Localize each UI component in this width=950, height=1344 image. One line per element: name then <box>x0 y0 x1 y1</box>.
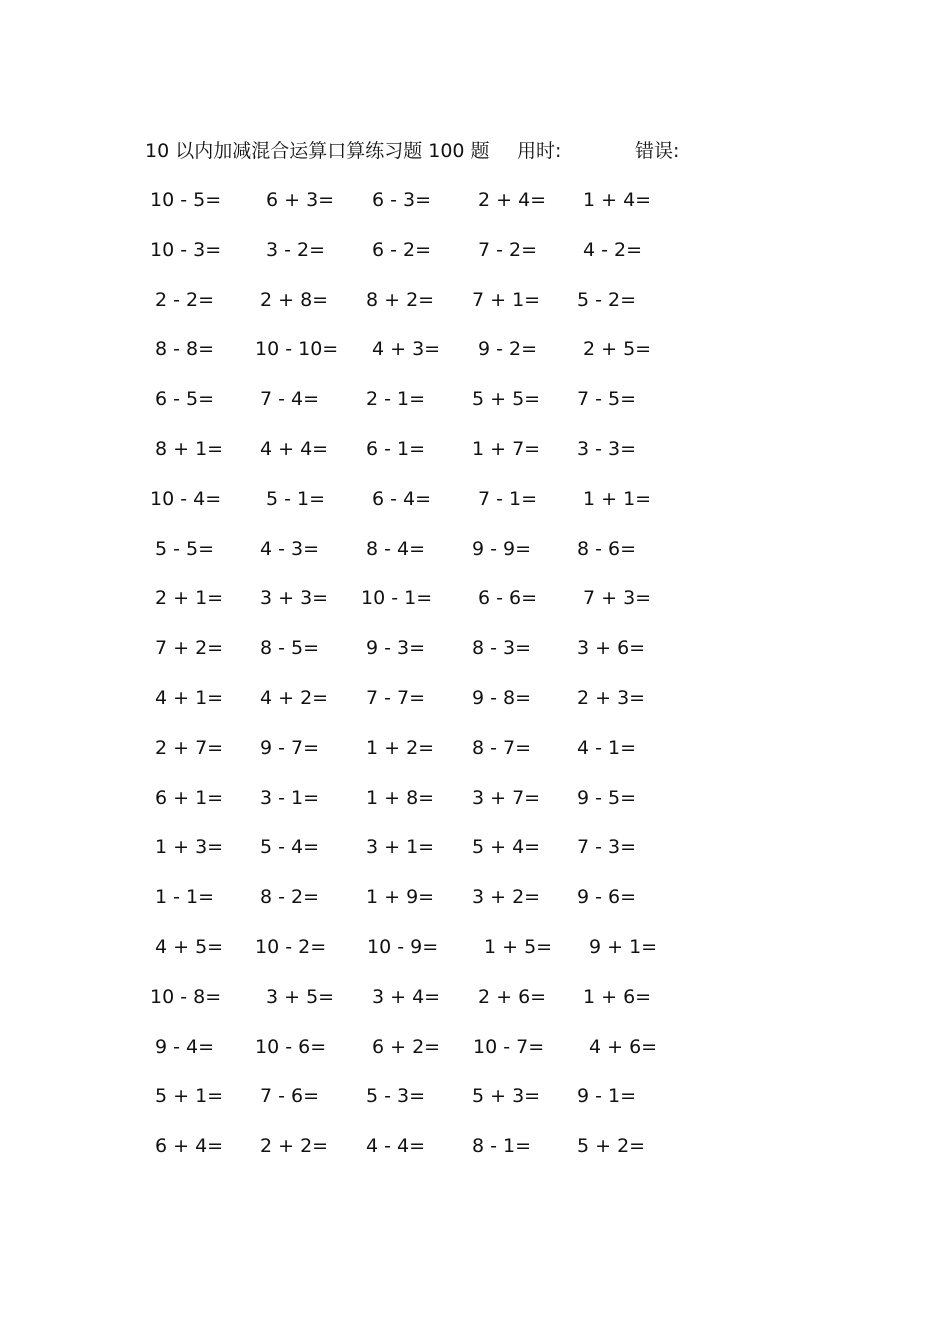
problem-row <box>0 384 950 434</box>
problem-item: 6 - 3= <box>372 189 432 211</box>
problem-item: 6 + 4= <box>155 1135 224 1158</box>
problem-item: 5 - 4= <box>260 836 320 859</box>
problem-item: 7 + 1= <box>472 288 541 311</box>
problem-row <box>0 882 950 932</box>
problem-item: 4 - 2= <box>583 238 643 261</box>
problem-item: 5 + 1= <box>155 1085 224 1108</box>
problem-item: 6 + 2= <box>372 1035 441 1058</box>
problem-item: 10 - 9= <box>367 935 439 958</box>
problem-item: 2 + 2= <box>260 1135 329 1158</box>
problem-item: 2 + 6= <box>478 985 547 1008</box>
problem-item: 7 - 7= <box>366 686 426 709</box>
problem-item: 9 - 9= <box>472 537 532 560</box>
problem-item: 10 - 6= <box>255 1035 327 1058</box>
problem-item: 8 - 7= <box>472 736 532 759</box>
problem-item: 5 + 3= <box>472 1085 541 1108</box>
problem-item: 1 - 1= <box>155 886 215 909</box>
problem-item: 9 - 2= <box>478 338 538 361</box>
problem-item: 6 - 1= <box>366 437 426 460</box>
problem-item: 3 - 3= <box>577 437 637 460</box>
problem-row <box>0 1131 950 1181</box>
problem-item: 2 + 8= <box>260 288 329 311</box>
problem-item: 10 - 8= <box>150 985 222 1008</box>
problem-item: 4 - 3= <box>260 537 320 560</box>
problem-item: 6 - 6= <box>478 587 538 610</box>
problem-item: 6 + 1= <box>155 786 224 809</box>
problem-item: 3 + 2= <box>472 886 541 909</box>
problem-item: 4 + 4= <box>260 437 329 460</box>
problem-row <box>0 185 950 235</box>
problem-item: 9 - 6= <box>577 886 637 909</box>
problem-item: 10 - 4= <box>150 487 222 510</box>
problem-item: 8 - 1= <box>472 1135 532 1158</box>
problem-item: 8 - 4= <box>366 537 426 560</box>
problem-row <box>0 235 950 285</box>
problem-item: 5 + 4= <box>472 836 541 859</box>
problem-item: 6 - 2= <box>372 238 432 261</box>
problem-row <box>0 683 950 733</box>
problem-item: 4 + 5= <box>155 935 224 958</box>
problem-item: 3 - 1= <box>260 786 320 809</box>
problem-item: 4 - 1= <box>577 736 637 759</box>
problem-item: 7 - 2= <box>478 238 538 261</box>
problem-item: 7 - 6= <box>260 1085 320 1108</box>
problem-row <box>0 1081 950 1131</box>
problem-row <box>0 583 950 633</box>
problem-item: 8 - 2= <box>260 886 320 909</box>
problem-item: 3 + 3= <box>260 587 329 610</box>
problem-item: 1 + 4= <box>583 189 652 211</box>
problem-item: 8 - 3= <box>472 637 532 660</box>
problem-item: 10 - 2= <box>255 935 327 958</box>
problem-item: 3 + 1= <box>366 836 435 859</box>
problem-item: 9 - 4= <box>155 1035 215 1058</box>
problem-item: 9 - 5= <box>577 786 637 809</box>
problem-item: 8 + 1= <box>155 437 224 460</box>
problem-item: 3 + 6= <box>577 637 646 660</box>
problem-item: 2 - 1= <box>366 388 426 411</box>
problem-item: 2 + 3= <box>577 686 646 709</box>
error-count-label: 错误: <box>635 140 680 162</box>
problem-row <box>0 285 950 335</box>
problem-item: 9 + 1= <box>589 935 658 958</box>
problem-grid <box>0 185 950 1181</box>
problem-item: 10 - 1= <box>361 587 433 610</box>
problem-item: 1 + 6= <box>583 985 652 1008</box>
problem-item: 7 - 5= <box>577 388 637 411</box>
problem-item: 9 - 3= <box>366 637 426 660</box>
problem-item: 2 - 2= <box>155 288 215 311</box>
problem-item: 10 - 5= <box>150 189 222 211</box>
problem-row <box>0 932 950 982</box>
problem-item: 7 - 4= <box>260 388 320 411</box>
problem-item: 9 - 7= <box>260 736 320 759</box>
problem-row <box>0 334 950 384</box>
problem-item: 5 - 1= <box>266 487 326 510</box>
problem-row <box>0 534 950 584</box>
problem-item: 3 + 7= <box>472 786 541 809</box>
problem-item: 2 + 4= <box>478 189 547 211</box>
problem-row <box>0 484 950 534</box>
problem-item: 1 + 7= <box>472 437 541 460</box>
problem-item: 2 + 1= <box>155 587 224 610</box>
problem-item: 1 + 9= <box>366 886 435 909</box>
problem-row <box>0 982 950 1032</box>
problem-item: 1 + 2= <box>366 736 435 759</box>
problem-item: 7 - 3= <box>577 836 637 859</box>
problem-item: 5 - 5= <box>155 537 215 560</box>
problem-item: 3 + 5= <box>266 985 335 1008</box>
problem-item: 3 - 2= <box>266 238 326 261</box>
problem-item: 9 - 1= <box>577 1085 637 1108</box>
problem-item: 5 - 3= <box>366 1085 426 1108</box>
problem-item: 4 + 2= <box>260 686 329 709</box>
problem-item: 8 + 2= <box>366 288 435 311</box>
problem-item: 2 + 7= <box>155 736 224 759</box>
problem-row <box>0 1032 950 1082</box>
problem-item: 1 + 5= <box>484 935 553 958</box>
problem-item: 4 + 6= <box>589 1035 658 1058</box>
problem-item: 1 + 8= <box>366 786 435 809</box>
problem-item: 6 + 3= <box>266 189 335 211</box>
problem-item: 7 + 2= <box>155 637 224 660</box>
problem-item: 4 + 3= <box>372 338 441 361</box>
problem-item: 8 - 5= <box>260 637 320 660</box>
time-used-label: 用时: <box>517 140 562 162</box>
problem-item: 10 - 7= <box>473 1035 545 1058</box>
problem-item: 1 + 3= <box>155 836 224 859</box>
problem-item: 5 + 5= <box>472 388 541 411</box>
problem-item: 9 - 8= <box>472 686 532 709</box>
problem-item: 5 - 2= <box>577 288 637 311</box>
problem-item: 7 - 1= <box>478 487 538 510</box>
problem-item: 5 + 2= <box>577 1135 646 1158</box>
problem-item: 1 + 1= <box>583 487 652 510</box>
problem-item: 4 - 4= <box>366 1135 426 1158</box>
problem-row <box>0 633 950 683</box>
problem-item: 6 - 4= <box>372 487 432 510</box>
problem-item: 3 + 4= <box>372 985 441 1008</box>
problem-item: 2 + 5= <box>583 338 652 361</box>
problem-item: 6 - 5= <box>155 388 215 411</box>
problem-item: 8 - 6= <box>577 537 637 560</box>
problem-item: 7 + 3= <box>583 587 652 610</box>
worksheet-title: 10 以内加减混合运算口算练习题 100 题 <box>145 140 490 162</box>
problem-row <box>0 783 950 833</box>
problem-row <box>0 733 950 783</box>
problem-row <box>0 832 950 882</box>
problem-row <box>0 434 950 484</box>
problem-item: 8 - 8= <box>155 338 215 361</box>
problem-item: 4 + 1= <box>155 686 224 709</box>
problem-item: 10 - 10= <box>255 338 339 361</box>
problem-item: 10 - 3= <box>150 238 222 261</box>
